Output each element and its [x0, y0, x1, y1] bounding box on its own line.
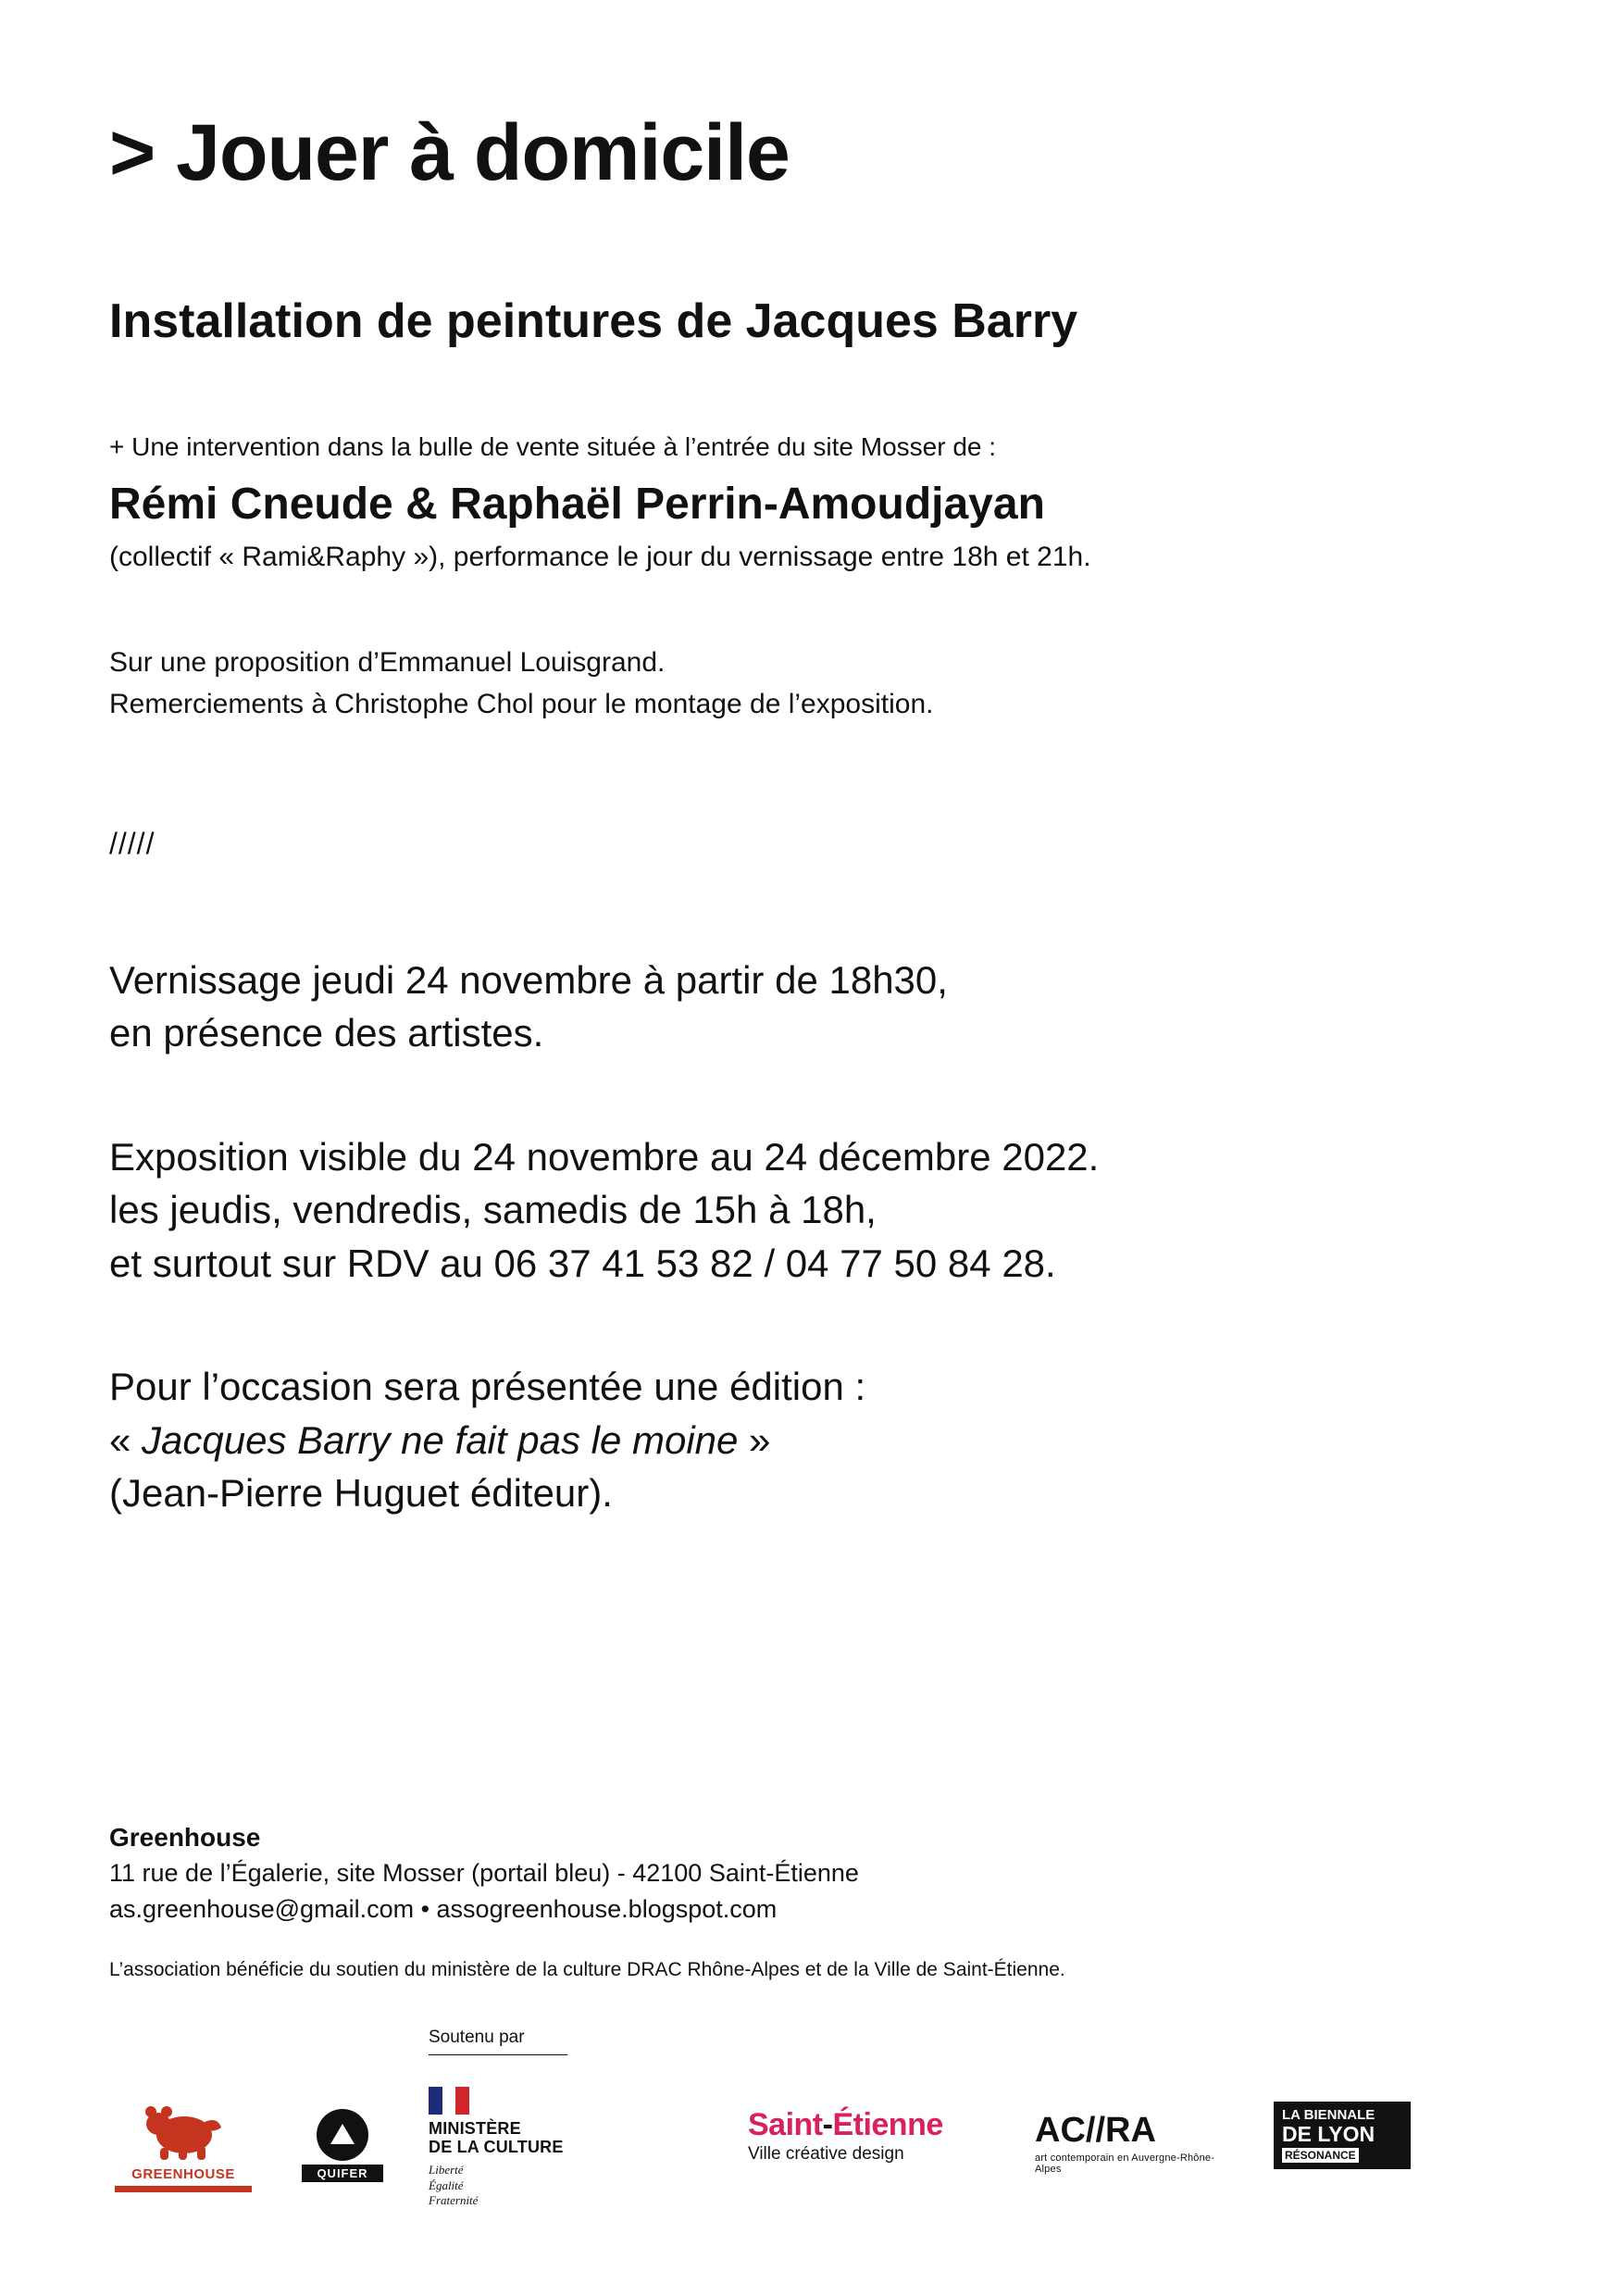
vernissage-block [109, 954, 1516, 1060]
devise-liberte: Liberté [429, 2163, 464, 2177]
exposition-line-1: Exposition visible du 24 novembre au 24 décembre 2022. [109, 1134, 1100, 1179]
proposition-line: Sur une proposition d’Emmanuel Louisgrand. [109, 646, 666, 678]
exposition-line-3: et surtout sur RDV au 06 37 41 53 82 / 04 77 50 84 28. [109, 1241, 1056, 1285]
section-separator: ///// [109, 826, 156, 860]
edition-block [109, 1360, 1516, 1520]
biennale-line-2: DE LYON [1282, 2121, 1375, 2146]
devise-egalite: Égalité [429, 2177, 464, 2192]
vernissage-line-2: en présence des artistes. [109, 1011, 544, 1055]
ministere-line-2: DE LA CULTURE [429, 2138, 564, 2157]
organization-contact: as.greenhouse@gmail.com • assogreenhouse.blogspot.com [109, 1894, 778, 1923]
acra-wordmark: AC//RA [1035, 2111, 1156, 2150]
greenhouse-bar [115, 2186, 252, 2192]
partner-logos [109, 2028, 1516, 2207]
poster-content [109, 108, 1516, 1520]
page-title: > Jouer à domicile [109, 108, 790, 197]
edition-line-3: (Jean-Pierre Huguet éditeur). [109, 1471, 613, 1516]
support-note: L’association bénéficie du soutien du ministère de la culture DRAC Rhône-Alpes et de la Ville de Saint-Étienne. [109, 1958, 1065, 1980]
collective-note: (collectif « Rami&Raphy »), performance le jour du vernissage entre 18h et 21h. [109, 541, 1091, 572]
supported-by-rule [429, 2054, 567, 2055]
supported-by-label: Soutenu par [429, 2028, 525, 2047]
french-flag-icon [429, 2087, 469, 2115]
vernissage-line-1: Vernissage jeudi 24 novembre à partir de 18h30, [109, 957, 948, 1002]
logo-greenhouse [109, 2102, 257, 2192]
venue-info [109, 1819, 1516, 1983]
logo-ministere-culture [429, 2087, 604, 2208]
edition-quote-close: » [738, 1417, 771, 1462]
logo-saint-etienne [748, 2109, 989, 2165]
greenhouse-wordmark: GREENHOUSE [131, 2166, 235, 2182]
devise-fraternite: Fraternité [429, 2192, 479, 2207]
poster-subtitle: Installation de peintures de Jacques Barry [109, 294, 1078, 349]
logo-row [109, 2085, 1516, 2205]
thanks-line: Remerciements à Christophe Chol pour le montage de l’exposition. [109, 688, 934, 719]
edition-quote-open: « [109, 1417, 143, 1462]
quifer-mark-icon [317, 2109, 368, 2161]
quifer-wordmark: QUIFER [302, 2165, 383, 2182]
logo-acra [1035, 2113, 1238, 2175]
edition-title: Jacques Barry ne fait pas le moine [142, 1417, 739, 1462]
logo-biennale-lyon [1274, 2102, 1411, 2169]
ministere-line-1: MINISTÈRE [429, 2119, 521, 2138]
supported-by-label-group [429, 2028, 586, 2055]
se-separator: - [822, 2107, 833, 2142]
bear-icon [143, 2102, 223, 2161]
saint-etienne-wordmark [748, 2109, 989, 2140]
edition-line-1: Pour l’occasion sera présentée une édition : [109, 1365, 866, 1409]
logo-quifer [302, 2109, 383, 2182]
organization-name: Greenhouse [109, 1823, 261, 1852]
exposition-block [109, 1130, 1516, 1291]
ministere-devise [429, 2163, 604, 2208]
biennale-line-3: RÉSONANCE [1282, 2148, 1359, 2163]
se-part-2: Étienne [832, 2107, 943, 2142]
saint-etienne-tagline: Ville créative design [748, 2144, 904, 2164]
exposition-line-2: les jeudis, vendredis, samedis de 15h à 18h, [109, 1188, 877, 1232]
artists-names: Rémi Cneude & Raphaël Perrin-Amoudjayan [109, 479, 1045, 529]
biennale-line-1: LA BIENNALE [1282, 2107, 1375, 2123]
se-part-1: Saint [748, 2107, 823, 2142]
intro-line: + Une intervention dans la bulle de vente située à l’entrée du site Mosser de : [109, 432, 997, 462]
proposition-block [109, 642, 1516, 725]
organization-address: 11 rue de l’Égalerie, site Mosser (portail bleu) - 42100 Saint-Étienne [109, 1859, 859, 1888]
acra-tagline: art contemporain en Auvergne-Rhône-Alpes [1035, 2152, 1215, 2175]
